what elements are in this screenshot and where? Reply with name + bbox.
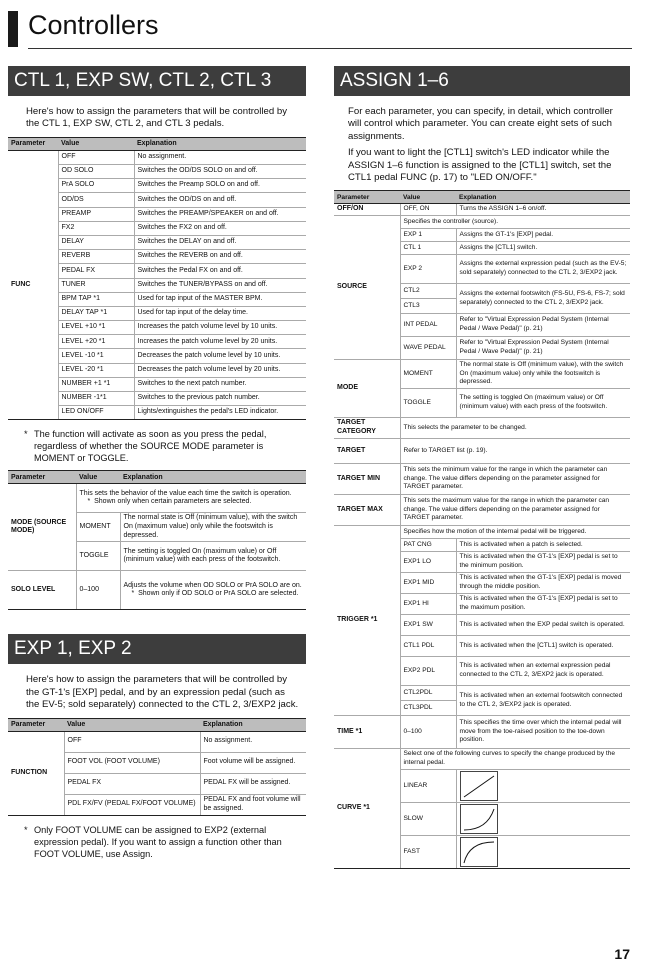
table-row (8, 150, 306, 164)
table-cell (120, 571, 306, 610)
mode-toggle-value: TOGGLE (76, 542, 120, 571)
time-value: 0–100 (400, 716, 456, 749)
trigger-value: EXP1 LO (400, 552, 456, 573)
function-param-name: FUNCTION (8, 731, 64, 815)
table-row (8, 484, 306, 513)
trigger-explanation: This is activated when the EXP pedal switch is operated. (456, 615, 630, 636)
func-value: PEDAL FX (58, 264, 134, 278)
trigger-value: CTL3PDL (400, 701, 456, 716)
mode-desc: This sets the behavior of the value each time the switch is operation. (79, 489, 292, 497)
func-value: OFF (58, 150, 134, 164)
mode-moment-value: MOMENT (76, 513, 120, 542)
source-value: EXP 2 (400, 255, 456, 284)
func-explanation: Switches the OD/DS on and off. (134, 193, 306, 207)
table-header-row (8, 137, 306, 150)
trigger-value: CTL2PDL (400, 686, 456, 701)
target-min-param: TARGET MIN (334, 464, 400, 495)
mode-toggle-value: TOGGLE (400, 389, 456, 418)
function-value: PEDAL FX (64, 773, 200, 794)
curve-param: CURVE *1 (334, 749, 400, 869)
table-row (334, 495, 630, 526)
source-value: CTL3 (400, 299, 456, 314)
trigger-desc: Specifies how the motion of the internal pedal will be triggered. (400, 526, 630, 539)
source-param: SOURCE (334, 216, 400, 360)
trigger-value: PAT CNG (400, 539, 456, 552)
curve-desc: Select one of the following curves to specify the change produced by the internal pedal. (400, 749, 630, 770)
solo-note-text: Shown only if OD SOLO or PrA SOLO are selected. (138, 590, 299, 598)
source-explanation: Refer to "Virtual Expression Pedal System (Internal Pedal / Wave Pedal)" (p. 21) (456, 314, 630, 337)
table-row (334, 526, 630, 539)
offon-value: OFF, ON (400, 204, 456, 216)
target-min-desc: This sets the minimum value for the range in which the parameter can change. The value differs depending on the parameter assigned for TARGET parameter. (400, 464, 630, 495)
assign-intro (348, 106, 624, 184)
trigger-explanation: This is activated when an external footswitch connected to the CTL 2, 3/EXP2 jack is operated. (456, 686, 630, 716)
fast-curve-icon (460, 837, 498, 867)
mode-param: MODE (334, 360, 400, 418)
table-header-row (334, 191, 630, 204)
func-explanation: Switches the PREAMP/SPEAKER on and off. (134, 207, 306, 221)
source-value: WAVE PEDAL (400, 337, 456, 360)
func-value: NUMBER -1*1 (58, 392, 134, 406)
assign-table (334, 190, 630, 869)
function-value: OFF (64, 731, 200, 752)
func-param-name: FUNC (8, 150, 58, 420)
func-explanation: Switches to the next patch number. (134, 377, 306, 391)
trigger-explanation: This is activated when the [CTL1] switch is operated. (456, 636, 630, 657)
table-row (334, 716, 630, 749)
func-value: REVERB (58, 250, 134, 264)
func-value: LEVEL +20 *1 (58, 335, 134, 349)
func-explanation: Decreases the patch volume level by 20 units. (134, 363, 306, 377)
mode-toggle-desc: The setting is toggled On (maximum value) or Off (minimum value) with each press of the footswitch. (456, 389, 630, 418)
trigger-value: EXP1 SW (400, 615, 456, 636)
source-explanation: Assigns the [CTL1] switch. (456, 242, 630, 255)
func-value: PrA SOLO (58, 179, 134, 193)
page-title: Controllers (28, 10, 159, 40)
trigger-value: EXP2 PDL (400, 657, 456, 686)
assign-intro-1: For each parameter, you can specify, in detail, which controller will control which parameter. You can create eight sets of such assignments. (348, 106, 613, 142)
note-asterisk: * (24, 824, 28, 835)
func-explanation: Switches the TUNER/BYPASS on and off. (134, 278, 306, 292)
trigger-explanation: This is activated when the GT-1's [EXP] pedal is set to the minimum position. (456, 552, 630, 573)
curve-value: SLOW (400, 803, 456, 836)
func-explanation: Lights/extinguishes the pedal's LED indicator. (134, 406, 306, 420)
func-value: DELAY (58, 235, 134, 249)
target-category-desc: This selects the parameter to be changed. (400, 418, 630, 439)
trigger-explanation: This is activated when the GT-1's [EXP] pedal is set to the maximum position. (456, 594, 630, 615)
target-category-param: TARGET CATEGORY (334, 418, 400, 439)
func-explanation: Switches the OD/DS SOLO on and off. (134, 165, 306, 179)
ctl-mode-table (8, 470, 306, 610)
mode-desc-note-text: Shown only when certain parameters are selected. (94, 498, 252, 506)
time-param: TIME *1 (334, 716, 400, 749)
func-explanation: Increases the patch volume level by 20 units. (134, 335, 306, 349)
trigger-param: TRIGGER *1 (334, 526, 400, 716)
mode-toggle-desc: The setting is toggled On (maximum value) or Off (minimum value) with each press of the footswitch. (120, 542, 306, 571)
ctl-func-table (8, 137, 306, 421)
table-row (334, 204, 630, 216)
mode-moment-desc: The normal state is Off (minimum value), with the switch On (maximum value) only while the footswitch is depressed. (120, 513, 306, 542)
time-desc: This specifies the time over which the internal pedal will move from the toe-raised position to the toe-down position. (456, 716, 630, 749)
col-header-parameter: Parameter (8, 471, 76, 484)
func-value: LEVEL -20 *1 (58, 363, 134, 377)
func-value: BPM TAP *1 (58, 292, 134, 306)
col-header-value: Value (58, 137, 134, 150)
table-row (334, 464, 630, 495)
title-rule (28, 48, 632, 49)
ctl-intro (26, 106, 300, 131)
ctl-note (24, 428, 300, 464)
page-number: 17 (614, 946, 630, 962)
ctl-func-rows (8, 150, 306, 420)
col-header-value: Value (64, 718, 200, 731)
function-explanation: PEDAL FX will be assigned. (200, 773, 306, 794)
exp-section-heading: EXP 1, EXP 2 (8, 634, 306, 664)
func-explanation: Switches the DELAY on and off. (134, 235, 306, 249)
table-row (8, 571, 306, 610)
func-value: LEVEL -10 *1 (58, 349, 134, 363)
function-explanation: Foot volume will be assigned. (200, 752, 306, 773)
exp-intro (26, 674, 300, 711)
target-max-desc: This sets the maximum value for the range in which the parameter can change. The value differs depending on the parameter assigned for TARGET parameter. (400, 495, 630, 526)
table-header-row (8, 718, 306, 731)
note-asterisk: * (24, 429, 28, 440)
func-value: TUNER (58, 278, 134, 292)
slow-curve-icon (460, 804, 498, 834)
func-value: NUMBER +1 *1 (58, 377, 134, 391)
table-row (334, 418, 630, 439)
trigger-value: EXP1 MID (400, 573, 456, 594)
col-header-explanation: Explanation (134, 137, 306, 150)
col-header-value: Value (400, 191, 456, 204)
assign-rows (334, 204, 630, 869)
source-explanation: Refer to "Virtual Expression Pedal System (Internal Pedal / Wave Pedal)" (p. 21) (456, 337, 630, 360)
table-cell (76, 484, 306, 513)
col-header-explanation: Explanation (200, 718, 306, 731)
right-column (334, 66, 630, 869)
target-param: TARGET (334, 439, 400, 464)
func-explanation: Switches the Preamp SOLO on and off. (134, 179, 306, 193)
func-explanation: Switches the FX2 on and off. (134, 221, 306, 235)
curve-graphic-cell (456, 770, 630, 803)
function-value: FOOT VOL (FOOT VOLUME) (64, 752, 200, 773)
col-header-parameter: Parameter (8, 137, 58, 150)
solo-desc: Adjusts the volume when OD SOLO or PrA SOLO are on. (123, 581, 302, 589)
linear-curve-icon (460, 771, 498, 801)
trigger-explanation: This is activated when the GT-1's [EXP] pedal is moved through the middle position. (456, 573, 630, 594)
source-value: EXP 1 (400, 229, 456, 242)
ctl-note-text: The function will activate as soon as you press the pedal, regardless of whether the SOURCE MODE parameter is MOMENT or TOGGLE. (34, 429, 267, 464)
trigger-value: EXP1 HI (400, 594, 456, 615)
col-header-parameter: Parameter (334, 191, 400, 204)
curve-graphic-cell (456, 836, 630, 869)
func-value: DELAY TAP *1 (58, 306, 134, 320)
source-desc: Specifies the controller (source). (400, 216, 630, 229)
func-explanation: Used for tap input of the MASTER BPM. (134, 292, 306, 306)
col-header-value: Value (76, 471, 120, 484)
func-value: LEVEL +10 *1 (58, 321, 134, 335)
solo-value: 0–100 (76, 571, 120, 610)
curve-graphic-cell (456, 803, 630, 836)
func-value: OD SOLO (58, 165, 134, 179)
func-value: LED ON/OFF (58, 406, 134, 420)
source-explanation: Assigns the GT-1's [EXP] pedal. (456, 229, 630, 242)
func-value: FX2 (58, 221, 134, 235)
exp-note-text: Only FOOT VOLUME can be assigned to EXP2 (external expression pedal). If you want to assign a function other than FOOT VOLUME, use Assign. (34, 824, 282, 859)
col-header-explanation: Explanation (456, 191, 630, 204)
source-value: INT PEDAL (400, 314, 456, 337)
curve-value: LINEAR (400, 770, 456, 803)
exp-note (24, 824, 300, 860)
table-row (8, 731, 306, 752)
curve-value: FAST (400, 836, 456, 869)
func-explanation: Used for tap input of the delay time. (134, 306, 306, 320)
function-explanation: PEDAL FX and foot volume will be assigned. (200, 794, 306, 815)
title-accent-bar (8, 11, 18, 47)
page-title-block (8, 8, 632, 46)
mode-desc-note: * Shown only when certain parameters are selected. (87, 498, 252, 506)
offon-param: OFF/ON (334, 204, 400, 216)
target-desc: Refer to TARGET list (p. 19). (400, 439, 630, 464)
solo-param-name: SOLO LEVEL (8, 571, 76, 610)
assign-intro-2: If you want to light the [CTL1] switch's LED indicator while the ASSIGN 1–6 function is assigned to the [CTL1] switch, set the CTL1 pedal FUNC (p. 17) to "LED ON/OFF." (348, 147, 612, 184)
func-value: OD/DS (58, 193, 134, 207)
source-value: CTL2 (400, 284, 456, 299)
exp-func-table (8, 718, 306, 816)
left-column (8, 66, 306, 866)
func-explanation: Decreases the patch volume level by 10 units. (134, 349, 306, 363)
offon-desc: Turns the ASSIGN 1–6 on/off. (456, 204, 630, 216)
func-explanation: No assignment. (134, 150, 306, 164)
exp-intro-text: Here's how to assign the parameters that will be controlled by the GT-1's [EXP] pedal, and by an expression pedal (such as the EV-5; sold separately) connected to the CTL 2, 3/EXP2 jack. (26, 674, 299, 711)
func-explanation: Increases the patch volume level by 10 units. (134, 321, 306, 335)
trigger-explanation: This is activated when a patch is selected. (456, 539, 630, 552)
col-header-explanation: Explanation (120, 471, 306, 484)
func-explanation: Switches to the previous patch number. (134, 392, 306, 406)
mode-moment-value: MOMENT (400, 360, 456, 389)
col-header-parameter: Parameter (8, 718, 64, 731)
mode-moment-desc: The normal state is Off (minimum value), with the switch On (maximum value) only while the footswitch is depressed. (456, 360, 630, 389)
solo-note: * Shown only if OD SOLO or PrA SOLO are selected. (131, 590, 299, 598)
table-row (334, 439, 630, 464)
table-row (334, 216, 630, 229)
table-row (334, 749, 630, 770)
source-explanation: Assigns the external footswitch (FS-5U, FS-6, FS-7; sold separately) connected to the CTL 2, 3/EXP2 jack. (456, 284, 630, 314)
exp-func-rows (8, 731, 306, 815)
ctl-section-heading: CTL 1, EXP SW, CTL 2, CTL 3 (8, 66, 306, 96)
assign-section-heading: ASSIGN 1–6 (334, 66, 630, 96)
function-explanation: No assignment. (200, 731, 306, 752)
trigger-explanation: This is activated when an external expression pedal connected to the CTL 2, 3/EXP2 jack is operated. (456, 657, 630, 686)
ctl-intro-text: Here's how to assign the parameters that will be controlled by the CTL 1, EXP SW, CTL 2, and CTL 3 pedals. (26, 106, 287, 130)
source-value: CTL 1 (400, 242, 456, 255)
table-header-row (8, 471, 306, 484)
source-explanation: Assigns the external expression pedal (such as the EV-5; sold separately) connected to the CTL 2, 3/EXP2 jack. (456, 255, 630, 284)
mode-param-name: MODE (SOURCE MODE) (8, 484, 76, 571)
func-explanation: Switches the Pedal FX on and off. (134, 264, 306, 278)
func-value: PREAMP (58, 207, 134, 221)
function-value: PDL FX/FV (PEDAL FX/FOOT VOLUME) (64, 794, 200, 815)
trigger-value: CTL1 PDL (400, 636, 456, 657)
table-row (334, 360, 630, 389)
func-explanation: Switches the REVERB on and off. (134, 250, 306, 264)
target-max-param: TARGET MAX (334, 495, 400, 526)
